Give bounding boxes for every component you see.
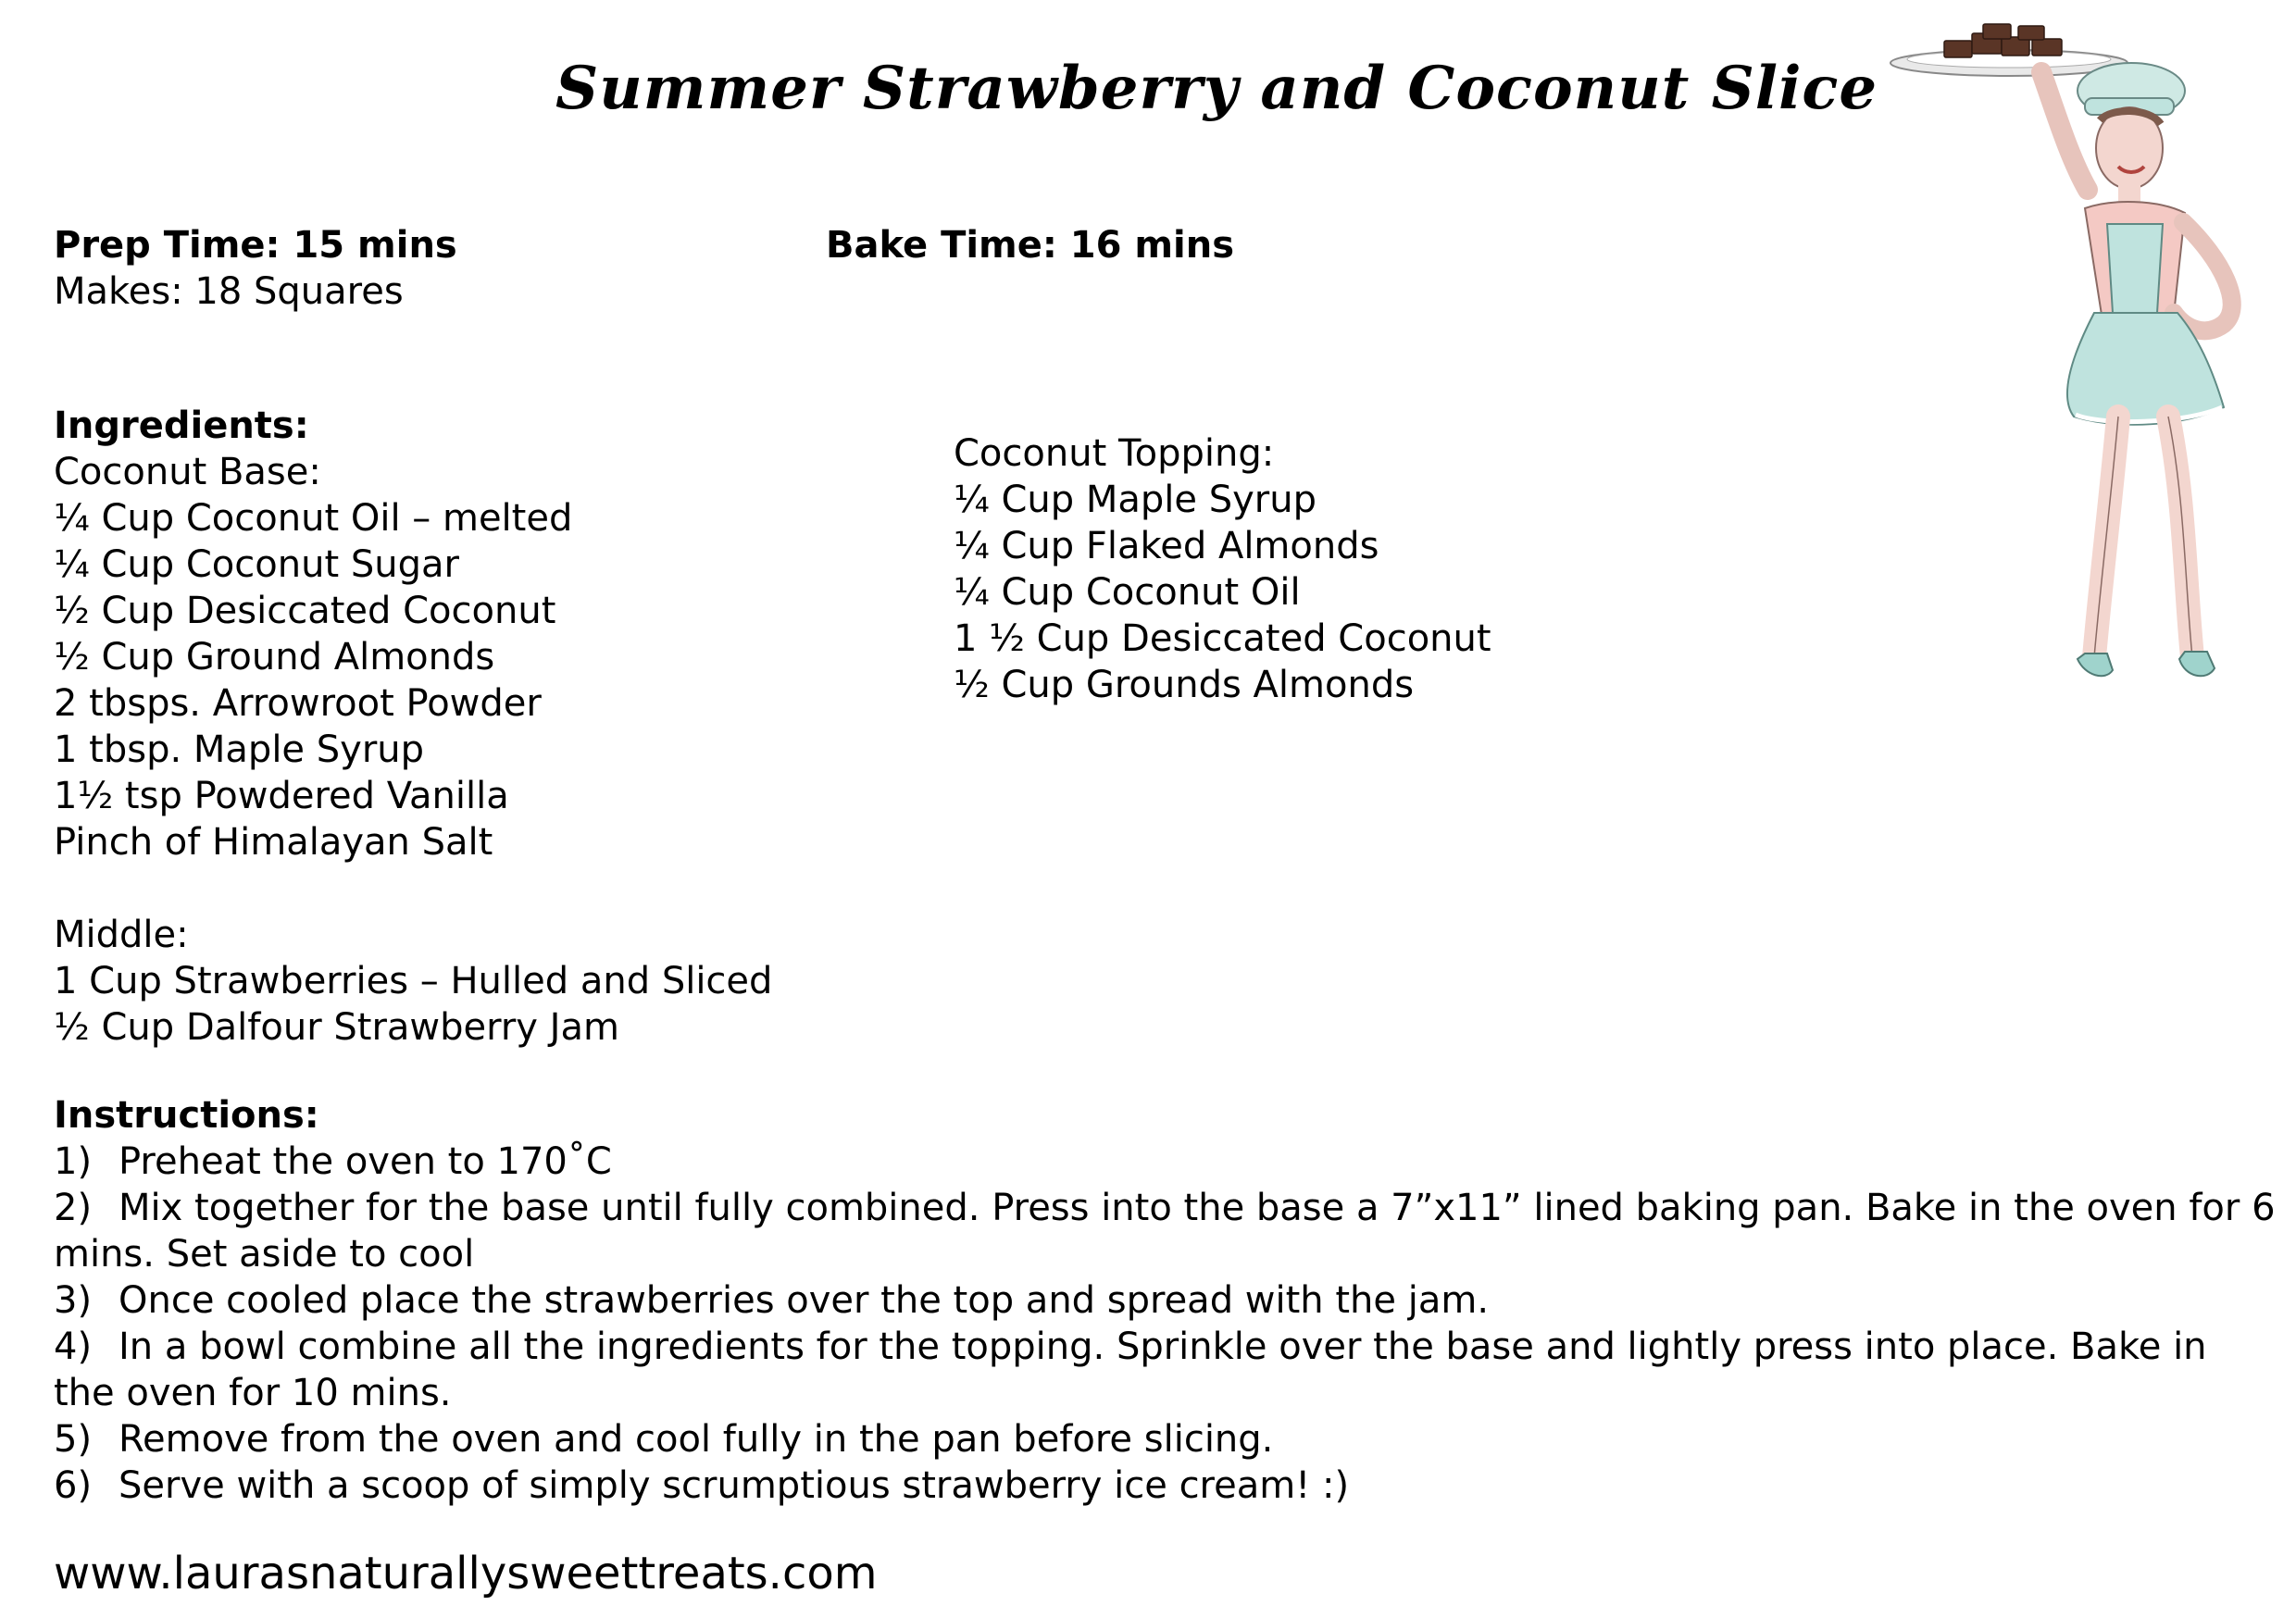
bake-time: Bake Time: 16 mins [826, 224, 1235, 267]
coconut-topping-list [954, 477, 1491, 708]
coconut-base-list [54, 495, 572, 865]
middle-list [54, 958, 772, 1051]
coconut-base-heading: Coconut Base: [54, 451, 321, 493]
instructions-section [54, 1092, 2276, 1509]
list-item: Pinch of Himalayan Salt [54, 821, 493, 864]
list-item: ¼ Cup Maple Syrup [954, 479, 1316, 521]
list-item: ¼ Cup Coconut Oil – melted [54, 497, 573, 540]
coconut-topping-section [954, 430, 1491, 708]
list-item: ½ Cup Grounds Almonds [954, 664, 1415, 706]
instruction-step: 2) Mix together for the base until fully combined. Press into the base a 7”x11” lined baking pan. Bake in the oven for 6 mins. Set aside to cool [54, 1187, 2276, 1276]
list-item: 1 Cup Strawberries – Hulled and Sliced [54, 960, 773, 1002]
list-item: ½ Cup Desiccated Coconut [54, 590, 556, 632]
middle-section [54, 912, 772, 1051]
instructions-heading: Instructions: [54, 1094, 319, 1137]
list-item: 2 tbsps. Arrowroot Powder [54, 682, 542, 725]
instruction-step: 3) Once cooled place the strawberries over the top and spread with the jam. [54, 1279, 1490, 1322]
instruction-step: 1) Preheat the oven to 170˚C [54, 1140, 612, 1183]
list-item: ¼ Cup Flaked Almonds [954, 525, 1379, 567]
list-item: ¼ Cup Coconut Sugar [54, 543, 459, 586]
makes: Makes: 18 Squares [54, 270, 404, 313]
coconut-base-section [54, 449, 572, 865]
coconut-topping-heading: Coconut Topping: [954, 432, 1275, 475]
middle-heading: Middle: [54, 914, 189, 956]
website-url: www.laurasnaturallysweettreats.com [54, 1548, 878, 1599]
list-item: 1 ½ Cup Desiccated Coconut [954, 617, 1491, 660]
instruction-step: 5) Remove from the oven and cool fully in the pan before slicing. [54, 1418, 1274, 1461]
list-item: ½ Cup Ground Almonds [54, 636, 495, 678]
list-item: ¼ Cup Coconut Oil [954, 571, 1301, 614]
list-item: 1 tbsp. Maple Syrup [54, 728, 424, 771]
waitress-illustration-icon [1879, 19, 2268, 703]
ingredients-heading: Ingredients: [54, 404, 309, 447]
prep-time: Prep Time: 15 mins [54, 224, 457, 267]
list-item: 1½ tsp Powdered Vanilla [54, 775, 509, 817]
instruction-step: 4) In a bowl combine all the ingredients for the topping. Sprinkle over the base and lightly press into place. Bake in the oven for 10 mins. [54, 1326, 2207, 1414]
list-item: ½ Cup Dalfour Strawberry Jam [54, 1006, 619, 1049]
instruction-step: 6) Serve with a scoop of simply scrumptious strawberry ice cream! :) [54, 1464, 1350, 1507]
recipe-title: Summer Strawberry and Coconut Slice [555, 54, 1878, 123]
